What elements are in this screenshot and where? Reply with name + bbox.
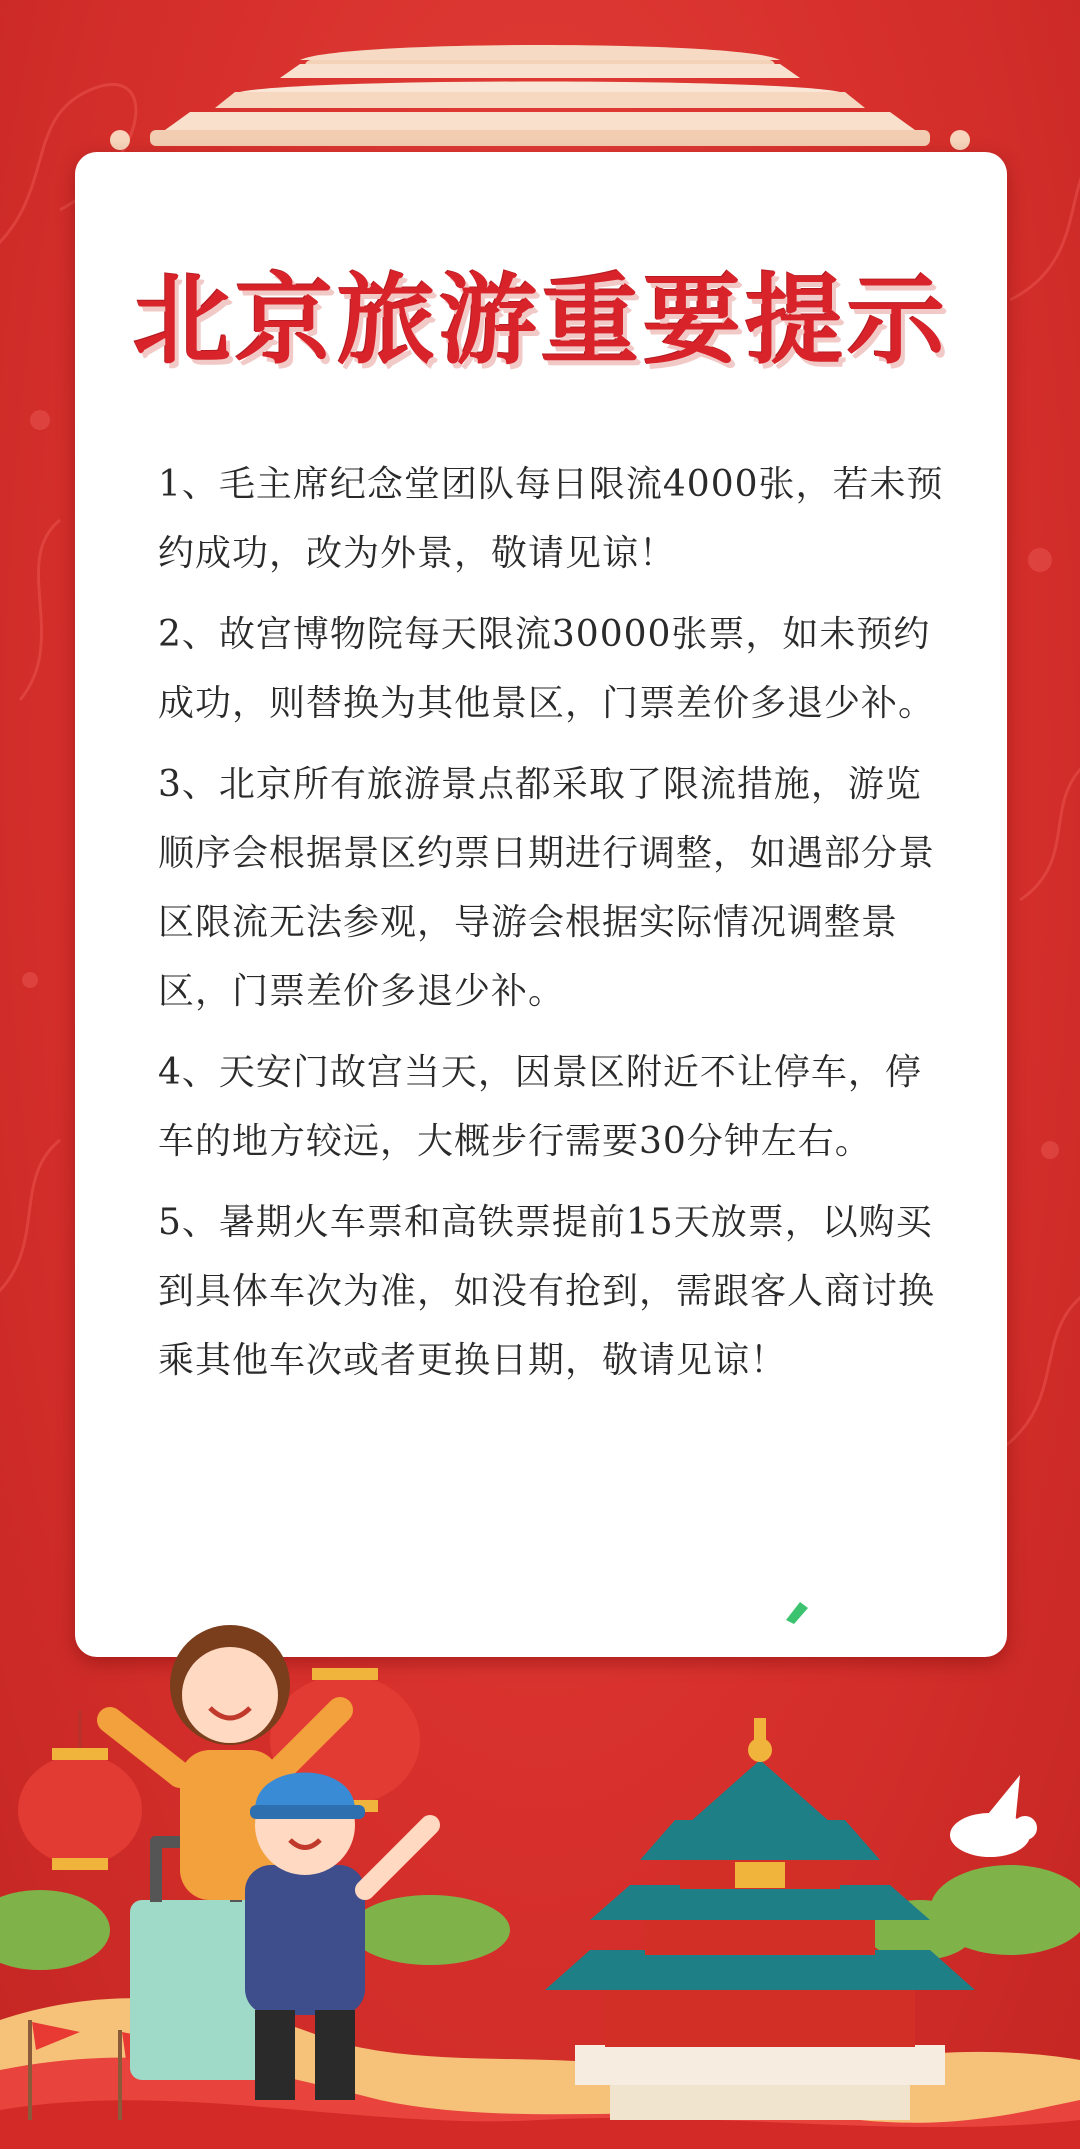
tip-3: 3、北京所有旅游景点都采取了限流措施，游览顺序会根据景区约票日期进行调整，如遇部分景区限流无法参观，导游会根据实际情况调整景区，门票差价多退少补。 [158,764,936,1012]
illustration-scene [0,1600,1080,2149]
tips-card [75,152,1007,1657]
tips-list [158,450,948,1407]
tip-5: 5、暑期火车票和高铁票提前15天放票，以购买到具体车次为准，如没有抢到，需跟客人商讨换乘其他车次或者更换日期，敬请见谅！ [158,1202,936,1381]
temple-of-heaven [545,1718,975,2120]
tip-2: 2、故宫博物院每天限流30000张票，如未预约成功，则替换为其他景区，门票差价多退少补。 [158,614,936,724]
dove-icon [950,1775,1037,1857]
palace-roof-ornament [0,0,1080,170]
page-title: 北京旅游重要提示 [132,264,949,378]
tip-4: 4、天安门故宫当天，因景区附近不让停车，停车的地方较远，大概步行需要30分钟左右。 [158,1052,922,1162]
tip-1: 1、毛主席纪念堂团队每日限流4000张，若未预约成功，改为外景，敬请见谅！ [158,464,944,574]
